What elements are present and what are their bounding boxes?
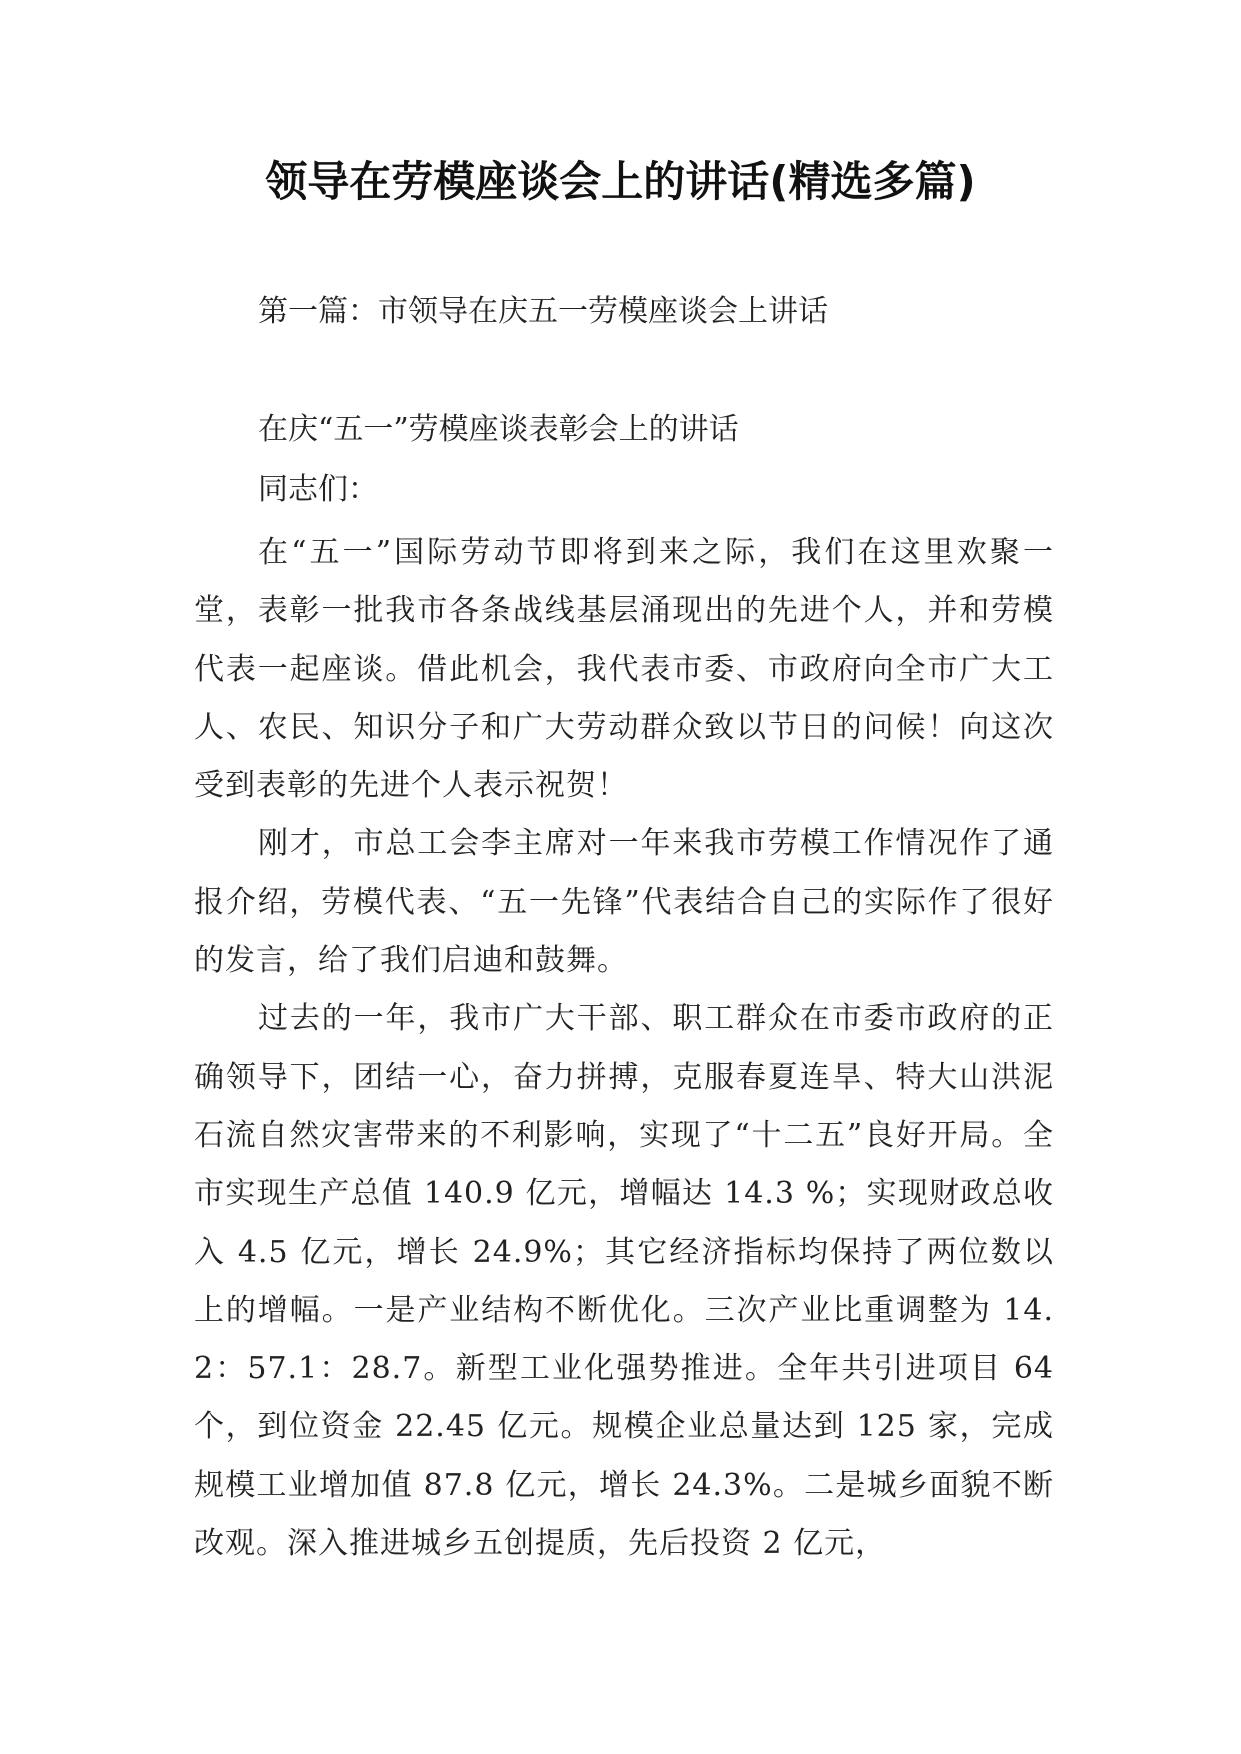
paragraph: 过去的一年，我市广大干部、职工群众在市委市政府的正确领导下，团结一心，奋力拼搏，克服春夏连旱、特大山洪泥石流自然灾害带来的不利影响，实现了“十二五”良好开局。全市实现生产总值 140.9 亿元，增幅达 14.3 %；实现财政总收入 4.5 亿元，增长 24.9%；其它经济指标均保持了两位数以上的增幅。一是产业结构不断优化。三次产业比重调整为 14.2：57.1：28.7。新型工业化强势推进。全年共引进项目 64 个，到位资金 22.45 亿元。规模企业总量达到 125 家，完成规模工业增加值 87.8 亿元，增长 24.3%。二是城乡面貌不断改观。深入推进城乡五创提质，先后投资 2 亿元， (194, 1001, 1054, 1562)
document-title: 领导在劳模座谈会上的讲话(精选多篇) (265, 157, 976, 206)
body-text (194, 524, 1054, 1573)
paragraph: 在“五一”国际劳动节即将到来之际，我们在这里欢聚一堂，表彰一批我市各条战线基层涌现出的先进个人，并和劳模代表一起座谈。借此机会，我代表市委、市政府向全市广大工人、农民、知识分子和广大劳动群众致以节日的问候！向这次受到表彰的先进个人表示祝贺！ (194, 535, 1054, 804)
section-heading: 第一篇：市领导在庆五一劳模座谈会上讲话 (258, 294, 828, 329)
salutation: 同志们： (258, 472, 378, 507)
paragraph: 刚才，市总工会李主席对一年来我市劳模工作情况作了通报介绍，劳模代表、“五一先锋”代表结合自己的实际作了很好的发言，给了我们启迪和鼓舞。 (194, 826, 1054, 979)
speech-title: 在庆“五一”劳模座谈表彰会上的讲话 (258, 412, 739, 447)
